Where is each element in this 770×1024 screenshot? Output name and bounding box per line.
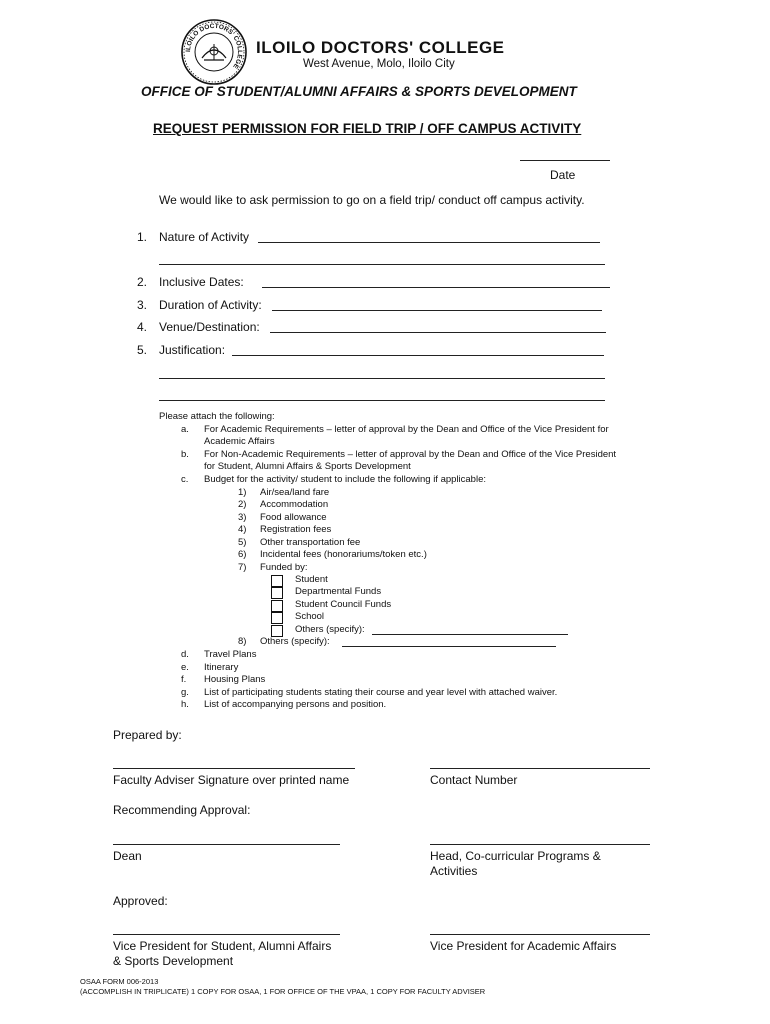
item-text: Housing Plans — [204, 674, 266, 685]
attachments-heading: Please attach the following: — [159, 411, 275, 422]
item-letter: f. — [181, 674, 187, 685]
form-title: REQUEST PERMISSION FOR FIELD TRIP / OFF CAMPUS ACTIVITY — [153, 121, 582, 136]
budget-item: Registration fees — [260, 524, 332, 535]
item-text: For Non-Academic Requirements – letter of approval by the Dean and Office of the Vice President — [204, 449, 617, 460]
item-text: List of participating students stating their course and year level with attached waiver. — [204, 687, 558, 698]
field-number: 1. — [137, 230, 148, 244]
justification-label: Justification: — [159, 343, 226, 357]
funded-by-option: School — [295, 611, 325, 622]
checkbox-school[interactable] — [271, 612, 283, 624]
item-letter: b. — [181, 449, 189, 460]
office-title: OFFICE OF STUDENT/ALUMNI AFFAIRS & SPORTS DEVELOPMENT — [141, 84, 577, 99]
head-label: Activities — [430, 864, 478, 878]
date-line[interactable] — [520, 160, 610, 161]
budget-number: 5) — [238, 537, 247, 548]
checkbox-student-council-funds[interactable] — [271, 600, 283, 612]
faculty-adviser-label: Faculty Adviser Signature over printed name — [113, 773, 350, 787]
budget-number: 7) — [238, 562, 247, 573]
inclusive-dates-line[interactable] — [262, 287, 610, 288]
funded-others-line[interactable] — [372, 634, 568, 635]
inclusive-dates-label: Inclusive Dates: — [159, 275, 244, 289]
budget-number: 8) — [238, 636, 247, 647]
vp-academic-label: Vice President for Academic Affairs — [430, 939, 617, 953]
checkbox-student[interactable] — [271, 575, 283, 587]
nature-of-activity-line-2[interactable] — [159, 264, 605, 265]
head-signature-line[interactable] — [430, 844, 650, 845]
vp-student-signature-line[interactable] — [113, 934, 340, 935]
nature-of-activity-line[interactable] — [258, 242, 600, 243]
budget-item: Other transportation fee — [260, 537, 361, 548]
field-number: 3. — [137, 298, 148, 312]
budget-item: Air/sea/land fare — [260, 487, 330, 498]
item-letter: h. — [181, 699, 189, 710]
budget-item: Others (specify): — [260, 636, 330, 647]
budget-number: 3) — [238, 512, 247, 523]
checkbox-departmental-funds[interactable] — [271, 587, 283, 599]
faculty-adviser-signature-line[interactable] — [113, 768, 355, 769]
justification-line[interactable] — [232, 355, 604, 356]
vp-student-label: Vice President for Student, Alumni Affairs — [113, 939, 332, 953]
college-address: West Avenue, Molo, Iloilo City — [303, 58, 455, 70]
item-text: Itinerary — [204, 662, 239, 673]
budget-item: Accommodation — [260, 499, 329, 510]
item-text: List of accompanying persons and position. — [204, 699, 387, 710]
venue-line[interactable] — [270, 332, 606, 333]
venue-label: Venue/Destination: — [159, 320, 260, 334]
form-number: OSAA FORM 006-2013 — [80, 977, 159, 986]
duration-line[interactable] — [272, 310, 602, 311]
recommending-approval-label: Recommending Approval: — [113, 803, 251, 817]
dean-label: Dean — [113, 849, 142, 863]
budget-others-line[interactable] — [342, 646, 556, 647]
item-text: For Academic Requirements – letter of approval by the Dean and Office of the Vice President for — [204, 424, 609, 435]
item-text: Academic Affairs — [204, 436, 275, 447]
field-number: 5. — [137, 343, 148, 357]
item-letter: g. — [181, 687, 189, 698]
budget-number: 6) — [238, 549, 247, 560]
seal-text: ILOILO DOCTORS' COLLEGE — [184, 22, 244, 70]
college-seal — [180, 18, 248, 86]
item-letter: e. — [181, 662, 189, 673]
funded-by-option: Others (specify): — [295, 624, 365, 635]
budget-number: 1) — [238, 487, 247, 498]
item-text: Budget for the activity/ student to include the following if applicable: — [204, 474, 487, 485]
budget-item: Funded by: — [260, 562, 308, 573]
justification-line-3[interactable] — [159, 400, 605, 401]
item-text: Travel Plans — [204, 649, 257, 660]
duration-label: Duration of Activity: — [159, 298, 262, 312]
prepared-by-label: Prepared by: — [113, 728, 182, 742]
item-letter: c. — [181, 474, 189, 485]
budget-item: Food allowance — [260, 512, 327, 523]
justification-line-2[interactable] — [159, 378, 605, 379]
contact-number-label: Contact Number — [430, 773, 518, 787]
date-label: Date — [550, 168, 576, 182]
item-text: for Student, Alumni Affairs & Sports Development — [204, 461, 411, 472]
funded-by-option: Student Council Funds — [295, 599, 392, 610]
funded-by-option: Student — [295, 574, 328, 585]
intro-text: We would like to ask permission to go on a field trip/ conduct off campus activity. — [159, 193, 585, 207]
budget-number: 4) — [238, 524, 247, 535]
budget-number: 2) — [238, 499, 247, 510]
vp-student-label: & Sports Development — [113, 954, 234, 968]
college-name: ILOILO DOCTORS' COLLEGE — [256, 38, 505, 57]
dean-signature-line[interactable] — [113, 844, 340, 845]
field-number: 2. — [137, 275, 148, 289]
item-letter: d. — [181, 649, 189, 660]
budget-item: Incidental fees (honorariums/token etc.) — [260, 549, 427, 560]
field-number: 4. — [137, 320, 148, 334]
item-letter: a. — [181, 424, 189, 435]
head-label: Head, Co-curricular Programs & — [430, 849, 601, 863]
contact-number-line[interactable] — [430, 768, 650, 769]
approved-label: Approved: — [113, 894, 168, 908]
funded-by-option: Departmental Funds — [295, 586, 382, 597]
copies-note: (ACCOMPLISH IN TRIPLICATE) 1 COPY FOR OSAA, 1 FOR OFFICE OF THE VPAA, 1 COPY FOR FACULTY ADVISER — [80, 987, 486, 996]
nature-of-activity-label: Nature of Activity — [159, 230, 250, 244]
vp-academic-signature-line[interactable] — [430, 934, 650, 935]
